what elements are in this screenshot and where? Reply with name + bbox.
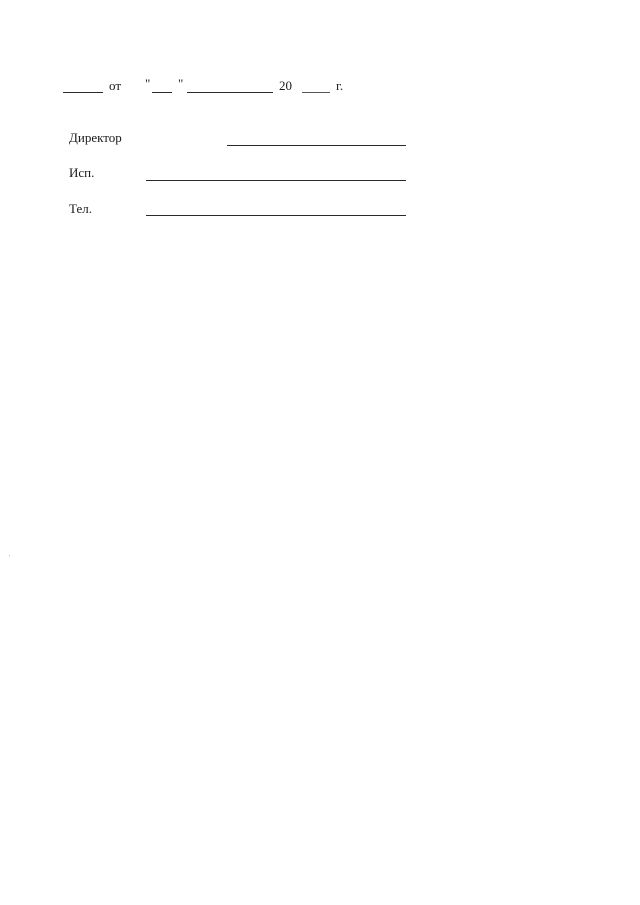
year-suffix: г.: [336, 78, 344, 93]
executor-line[interactable]: [146, 180, 406, 181]
day-blank[interactable]: [152, 92, 172, 93]
executor-label: Исп.: [69, 165, 95, 180]
phone-line[interactable]: [146, 215, 406, 216]
scan-speck: [9, 555, 10, 556]
year-prefix: 20: [279, 78, 292, 93]
director-signature-line[interactable]: [227, 145, 406, 146]
open-quote: ": [145, 76, 151, 91]
from-label: от: [109, 78, 122, 93]
close-quote: ": [178, 76, 184, 91]
director-label: Директор: [69, 130, 122, 145]
month-blank[interactable]: [187, 92, 273, 93]
number-blank[interactable]: [63, 92, 103, 93]
year-blank[interactable]: [302, 92, 330, 93]
phone-label: Тел.: [69, 201, 92, 216]
